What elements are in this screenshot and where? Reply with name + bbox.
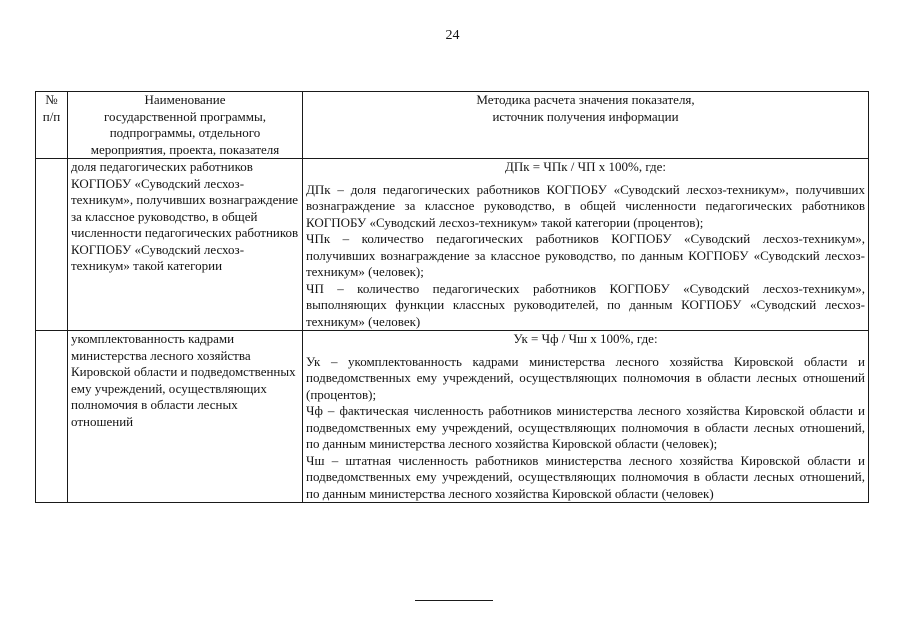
definition: Чф – фактическая численность работников министерства лесного хозяйства Кировской области и подведомственных ему учреждений, осуществляющих полномочия в области лесных отношений, по данным министерства лесного хозяйства Кировской области (человек);	[306, 403, 865, 451]
methodology-cell	[303, 159, 869, 331]
formula: Ук = Чф / Чш х 100%, где:	[513, 331, 658, 346]
methodology-cell	[303, 331, 869, 503]
table-row	[36, 331, 869, 503]
indicator-methodology-table	[35, 91, 869, 503]
indicator-name: доля педагогических работников КОГПОБУ «Суводский лесхоз-техникум», получивших вознаграждение за классное руководство, в общей численности педагогических работников КОГПОБУ «Суводский лесхоз-техникум» такой категории	[68, 159, 303, 331]
page-number: 24	[445, 28, 460, 43]
formula: ДПк = ЧПк / ЧП х 100%, где:	[504, 159, 666, 174]
table-row	[36, 159, 869, 331]
definition: Чш – штатная численность работников министерства лесного хозяйства Кировской области и подведомственных ему учреждений, осуществляющих полномочия в области лесных отношений, по данным министерства лесного хозяйства Кировской области (человек)	[306, 452, 865, 501]
definition: Ук – укомплектованность кадрами министерства лесного хозяйства Кировской области и подведомственных ему учреждений, осуществляющих полномочия в области лесных отношений (процентов);	[306, 353, 865, 402]
footnote-separator	[415, 600, 493, 601]
table-header-row	[36, 92, 869, 159]
row-number	[36, 159, 68, 331]
header-method: Методика расчета значения показателя, источник получения информации	[303, 92, 869, 159]
row-number	[36, 331, 68, 503]
definition: ЧП – количество педагогических работников КОГПОБУ «Суводский лесхоз-техникум», выполняющих функции классных руководителей, по данным КОГПОБУ «Суводский лесхоз-техникум» (человек)	[306, 280, 865, 329]
header-number: № п/п	[36, 92, 68, 159]
definition: ЧПк – количество педагогических работников КОГПОБУ «Суводский лесхоз-техникум», получивших вознаграждение за классное руководство, по данным КОГПОБУ «Суводский лесхоз-техникум» (человек);	[306, 231, 865, 279]
header-name: Наименование государственной программы, подпрограммы, отдельного мероприятия, проекта, показателя	[68, 92, 303, 159]
indicator-name: укомплектованность кадрами министерства лесного хозяйства Кировской области и подведомственных ему учреждений, осуществляющих полномочия в области лесных отношений	[68, 331, 303, 503]
definition: ДПк – доля педагогических работников КОГПОБУ «Суводский лесхоз-техникум», получивших вознаграждение за классное руководство, в общей численности педагогических работников КОГПОБУ «Суводский лесхоз-техникум» такой категории (процентов);	[306, 181, 865, 230]
